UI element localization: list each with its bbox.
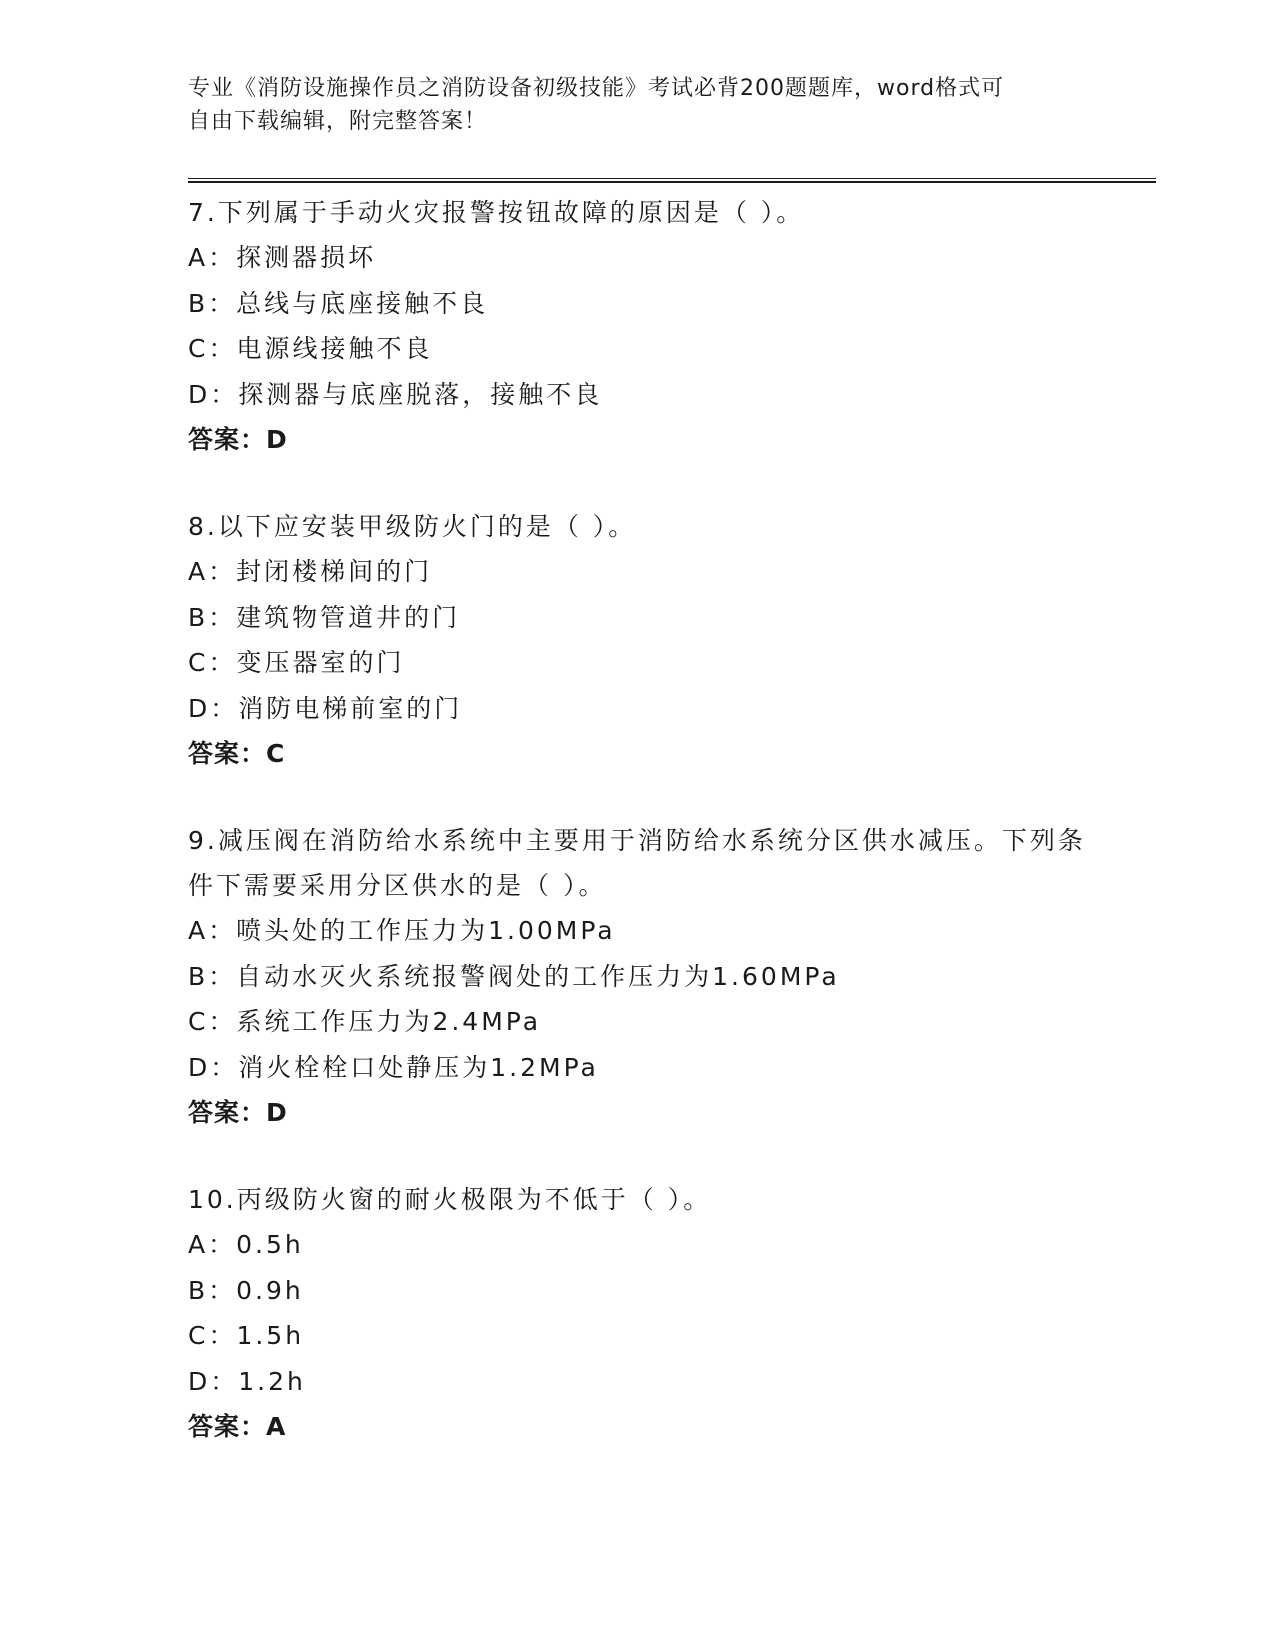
header-line-2: 自由下载编辑，附完整答案！ [188, 109, 488, 134]
option-a: A：喷头处的工作压力为1.00MPa [188, 916, 616, 945]
answer-label: 答案：D [188, 1098, 288, 1127]
option-c: C：系统工作压力为2.4MPa [188, 1007, 542, 1036]
question-8 [188, 504, 1088, 776]
question-7 [188, 190, 1088, 462]
option-d: D：消火栓栓口处静压为1.2MPa [188, 1052, 599, 1082]
option-d: D：1.2h [188, 1366, 306, 1396]
question-stem: 7.下列属于手动火灾报警按钮故障的原因是（ ）。 [188, 198, 805, 227]
question-10 [188, 1177, 1088, 1449]
option-b: B：自动水灭火系统报警阀处的工作压力为1.60MPa [188, 961, 840, 991]
question-stem: 9.减压阀在消防给水系统中主要用于消防给水系统分区供水减压。下列条件下需要采用分区供水的是（ ）。 [188, 826, 1086, 900]
option-a: A：0.5h [188, 1230, 304, 1259]
header-line-1: 专业《消防设施操作员之消防设备初级技能》考试必背200题题库，word格式可 [188, 76, 1005, 101]
option-a: A：封闭楼梯间的门 [188, 557, 433, 586]
option-c: C：变压器室的门 [188, 648, 405, 677]
option-b: B：建筑物管道井的门 [188, 602, 461, 632]
question-stem: 8.以下应安装甲级防火门的是（ ）。 [188, 512, 637, 541]
answer-label: 答案：C [188, 739, 286, 768]
document-header [188, 72, 1088, 138]
answer-label: 答案：D [188, 425, 288, 454]
option-a: A：探测器损坏 [188, 243, 377, 272]
question-stem: 10.丙级防火窗的耐火极限为不低于（ ）。 [188, 1185, 712, 1214]
option-c: C：1.5h [188, 1321, 305, 1350]
answer-label: 答案：A [188, 1412, 287, 1441]
header-divider [188, 178, 1156, 183]
option-d: D：探测器与底座脱落，接触不良 [188, 379, 603, 409]
option-c: C：电源线接触不良 [188, 334, 433, 363]
option-b: B：0.9h [188, 1275, 304, 1305]
question-list [188, 190, 1088, 1491]
option-d: D：消防电梯前室的门 [188, 693, 463, 723]
option-b: B：总线与底座接触不良 [188, 288, 489, 318]
question-9 [188, 818, 1088, 1135]
